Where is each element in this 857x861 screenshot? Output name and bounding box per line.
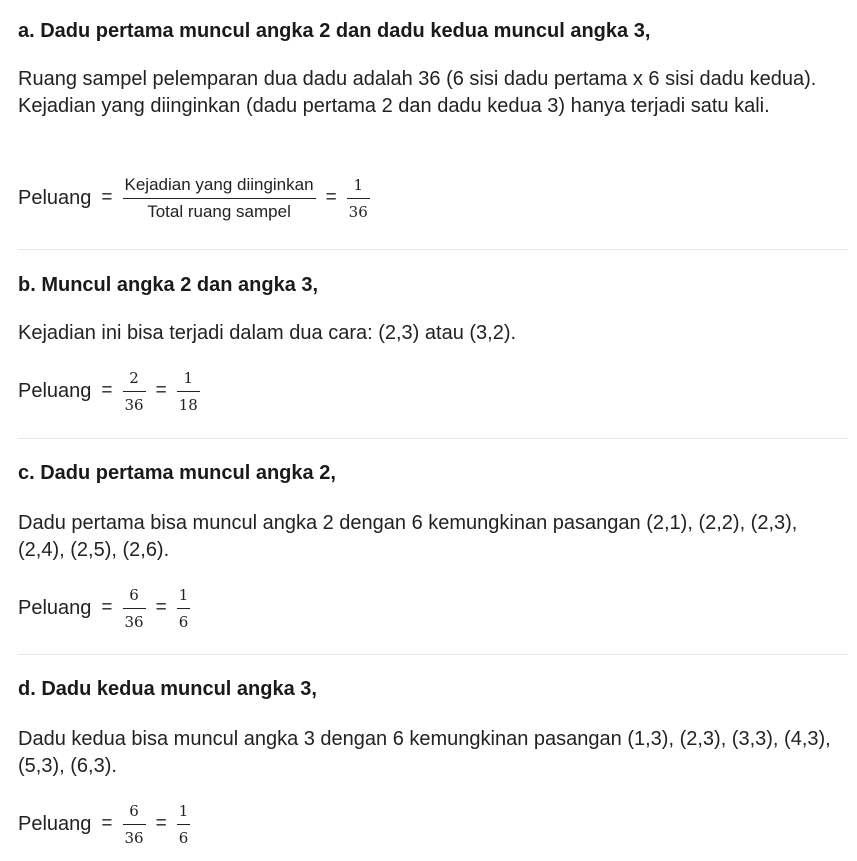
section-d-formula — [18, 797, 190, 851]
fraction-denominator: 6 — [178, 828, 189, 847]
fraction-first — [123, 367, 146, 416]
fraction-numerator: 1 — [353, 175, 363, 194]
section-b-heading: b. Muncul angka 2 dan angka 3, — [18, 274, 319, 296]
fraction-bar — [177, 391, 200, 392]
equals-sign: = — [101, 380, 113, 401]
section-a-explanation: Ruang sampel pelemparan dua dadu adalah 36 (6 sisi dadu pertama x 6 sisi dadu kedua). Kejadian yang diinginkan (dadu pertama 2 dan dadu kedua 3) hanya terjadi satu kali. — [18, 68, 817, 117]
section-divider — [18, 654, 848, 655]
fraction-numerator: 6 — [129, 801, 139, 820]
fraction-denominator: 18 — [178, 395, 198, 414]
formula-label: Peluang — [18, 812, 92, 835]
equals-sign: = — [325, 187, 337, 208]
fraction-denominator: 6 — [178, 612, 189, 631]
fraction-denominator: 36 — [124, 828, 144, 847]
fraction-event-over-sample-space — [123, 174, 316, 223]
fraction-numerator: 1 — [178, 585, 189, 604]
fraction-numerator: Kejadian yang diinginkan — [124, 174, 314, 194]
fraction-numerator: 1 — [178, 801, 189, 820]
section-c-heading: c. Dadu pertama muncul angka 2, — [18, 462, 336, 484]
fraction-denominator: 36 — [124, 395, 144, 414]
equals-sign: = — [155, 813, 167, 834]
fraction-bar — [123, 824, 146, 825]
fraction-bar — [123, 391, 146, 392]
section-divider — [18, 438, 848, 439]
fraction-result — [177, 367, 200, 416]
fraction-bar — [123, 608, 146, 609]
fraction-first — [123, 800, 146, 849]
fraction-bar — [177, 824, 191, 825]
equals-sign: = — [155, 380, 167, 401]
fraction-denominator: Total ruang sampel — [147, 201, 291, 221]
fraction-numerator: 6 — [129, 585, 139, 604]
section-c-formula — [18, 581, 190, 635]
section-b-formula — [18, 364, 200, 418]
equals-sign: = — [101, 597, 113, 618]
fraction-bar — [177, 608, 191, 609]
section-b-explanation: Kejadian ini bisa terjadi dalam dua cara: (2,3) atau (3,2). — [18, 322, 517, 344]
formula-label: Peluang — [18, 596, 92, 619]
fraction-bar — [347, 198, 370, 199]
fraction-result — [347, 174, 370, 223]
section-divider — [18, 249, 848, 250]
equals-sign: = — [155, 597, 167, 618]
section-a-formula — [18, 171, 370, 225]
equals-sign: = — [101, 813, 113, 834]
formula-label: Peluang — [18, 186, 92, 209]
fraction-first — [123, 584, 146, 633]
section-c-explanation: Dadu pertama bisa muncul angka 2 dengan 6 kemungkinan pasangan (2,1), (2,2), (2,3), (2,4), (2,5), (2,6). — [18, 512, 798, 561]
section-a-heading: a. Dadu pertama muncul angka 2 dan dadu kedua muncul angka 3, — [18, 20, 651, 42]
fraction-result — [177, 800, 191, 849]
section-d-explanation: Dadu kedua bisa muncul angka 3 dengan 6 kemungkinan pasangan (1,3), (2,3), (3,3), (4,3), (5,3), (6,3). — [18, 728, 831, 777]
fraction-denominator: 36 — [124, 612, 144, 631]
fraction-result — [177, 584, 191, 633]
fraction-denominator: 36 — [348, 202, 368, 221]
fraction-numerator: 1 — [183, 368, 194, 387]
fraction-numerator: 2 — [129, 368, 139, 387]
section-d-heading: d. Dadu kedua muncul angka 3, — [18, 678, 317, 700]
fraction-bar — [123, 198, 316, 199]
formula-label: Peluang — [18, 379, 92, 402]
equals-sign: = — [101, 187, 113, 208]
